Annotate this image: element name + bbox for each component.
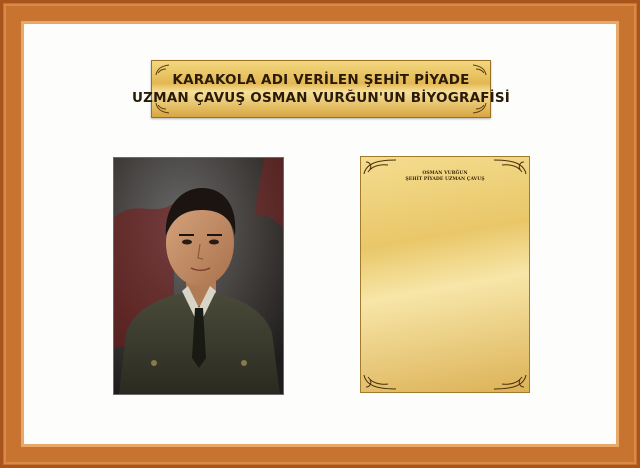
portrait-photo-icon xyxy=(114,158,283,394)
ornament-icon xyxy=(155,64,171,76)
title-line-2: UZMAN ÇAVUŞ OSMAN VURĞUN'UN BİYOGRAFİSİ xyxy=(131,90,511,106)
biography-heading-line-1: OSMAN VURĞUN xyxy=(422,171,468,176)
title-line-1: KARAKOLA ADI VERİLEN ŞEHİT PİYADE xyxy=(172,72,470,88)
ornament-icon xyxy=(492,373,528,391)
ornament-icon xyxy=(471,64,487,76)
ornament-icon xyxy=(362,158,398,176)
ornament-icon xyxy=(492,158,528,176)
title-plate xyxy=(131,60,511,118)
biography-heading-line-2: ŞEHİT PİYADE UZMAN ÇAVUŞ xyxy=(405,177,485,182)
biography-plate xyxy=(360,156,530,393)
ornament-icon xyxy=(471,102,487,114)
ornament-icon xyxy=(155,102,171,114)
portrait-photo xyxy=(113,157,284,395)
ornament-icon xyxy=(362,373,398,391)
